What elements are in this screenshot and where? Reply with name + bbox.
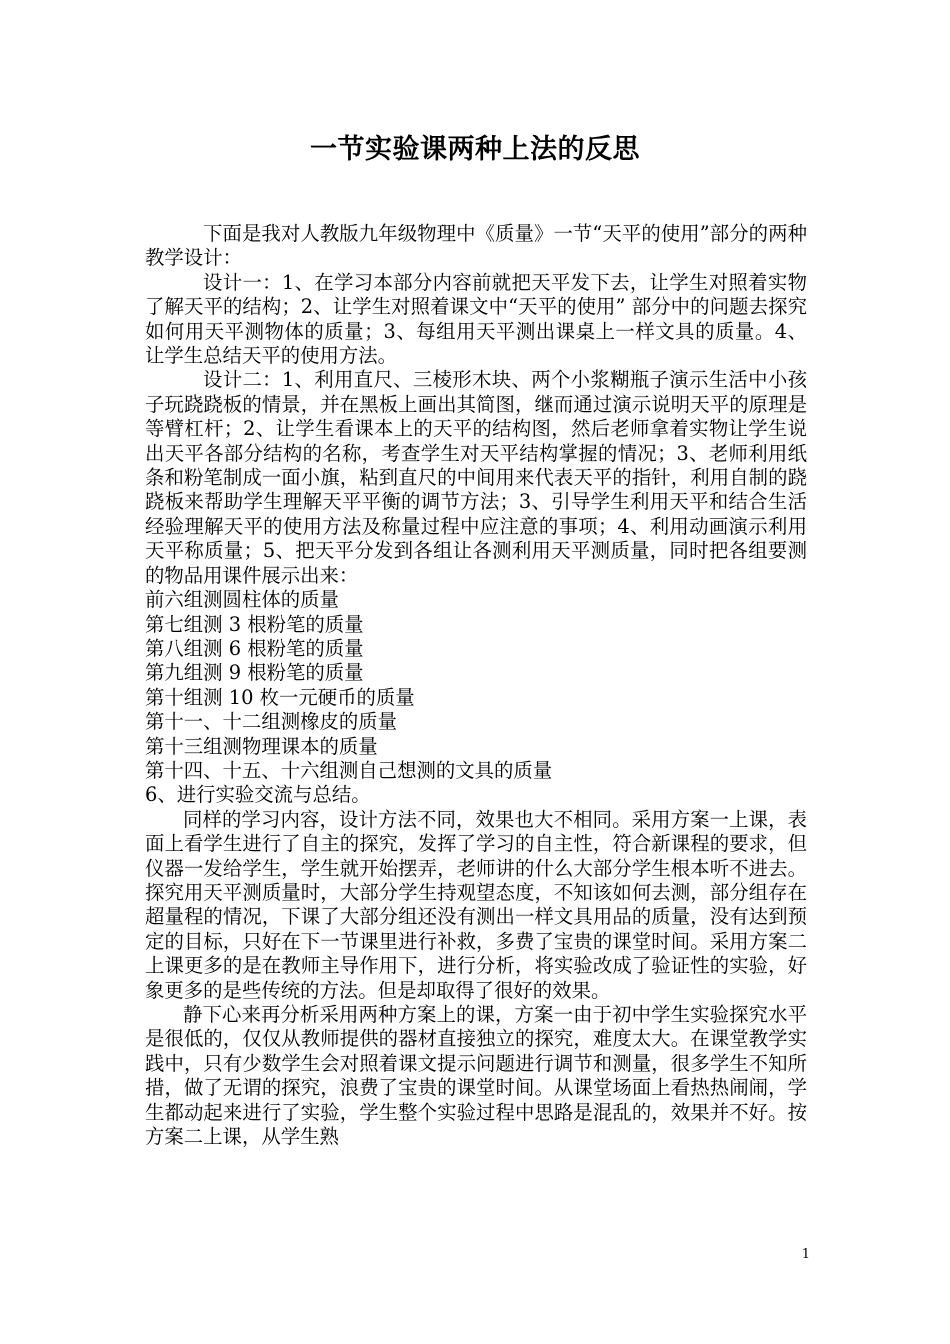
list-item-group-8: 第八组测 6 根粉笔的质量 (145, 636, 364, 660)
list-item-group-7: 第七组测 3 根粉笔的质量 (145, 612, 364, 636)
paragraph-comparison: 同样的学习内容，设计方法不同，效果也大不相同。采用方案一上课，表面上看学生进行了自主的探究，发挥了学习的自主性，符合新课程的要求，但仪器一发给学生，学生就开始摆弄，老师讲的什么大部分学生根本听不进去。探究用天平测质量时，大部分学生持观望态度，不知该如何去测，部分组存在超量程的情况，下课了大部分组还没有测出一样文具用品的质量，没有达到预定的目标，只好在下一节课里进行补救，多费了宝贵的课堂时间。采用方案二上课更多的是在教师主导作用下，进行分析，将实验改成了验证性的实验，好象更多的是些传统的方法。但是却取得了很好的效果。 (145, 807, 807, 1002)
list-item-group-14-16: 第十四、十五、十六组测自己想测的文具的质量 (145, 758, 553, 782)
document-body (145, 222, 807, 1149)
document-title: 一节实验课两种上法的反思 (310, 134, 640, 165)
list-item-group-1-6: 前六组测圆柱体的质量 (145, 588, 339, 612)
list-item-step-6: 6、进行实验交流与总结。 (145, 783, 371, 807)
paragraph-design-two: 设计二：1、利用直尺、三棱形木块、两个小浆糊瓶子演示生活中小孩子玩跷跷板的情景，并在黑板上画出其简图，继而通过演示说明天平的原理是等臂杠杆；2、让学生看课本上的天平的结构图，然后老师拿着实物让学生说出天平各部分结构的名称，考查学生对天平结构掌握的情况；3、老师利用纸条和粉笔制成一面小旗，粘到直尺的中间用来代表天平的指针，利用自制的跷跷板来帮助学生理解天平平衡的调节方法；3、引导学生利用天平和结合生活经验理解天平的使用方法及称量过程中应注意的事项；4、利用动画演示利用天平称质量；5、把天平分发到各组让各测利用天平测质量，同时把各组要测的物品用课件展示出来： (145, 368, 807, 587)
paragraph-intro: 下面是我对人教版九年级物理中《质量》一节“天平的使用”部分的两种教学设计： (145, 222, 807, 270)
paragraph-design-one: 设计一：1、在学习本部分内容前就把天平发下去，让学生对照着实物了解天平的结构；2、让学生对照着课文中“天平的使用” 部分中的问题去探究如何用天平测物体的质量；3、每组用天平测出课桌上一样文具的质量。4、让学生总结天平的使用方法。 (145, 270, 807, 368)
paragraph-analysis: 静下心来再分析采用两种方案上的课，方案一由于初中学生实验探究水平是很低的，仅仅从教师提供的器材直接独立的探究，难度太大。在课堂教学实践中，只有少数学生会对照着课文提示问题进行调节和测量，很多学生不知所措，做了无谓的探究，浪费了宝贵的课堂时间。从课堂场面上看热热闹闹，学生都动起来进行了实验，学生整个实验过程中思路是混乱的，效果并不好。按方案二上课，从学生熟 (145, 1003, 807, 1149)
list-item-group-9: 第九组测 9 根粉笔的质量 (145, 661, 364, 685)
list-item-group-11-12: 第十一、十二组测橡皮的质量 (145, 710, 398, 734)
list-item-group-13: 第十三组测物理课本的质量 (145, 734, 378, 758)
page-number: 1 (801, 1247, 810, 1262)
list-item-group-10: 第十组测 10 枚一元硬币的质量 (145, 685, 415, 709)
